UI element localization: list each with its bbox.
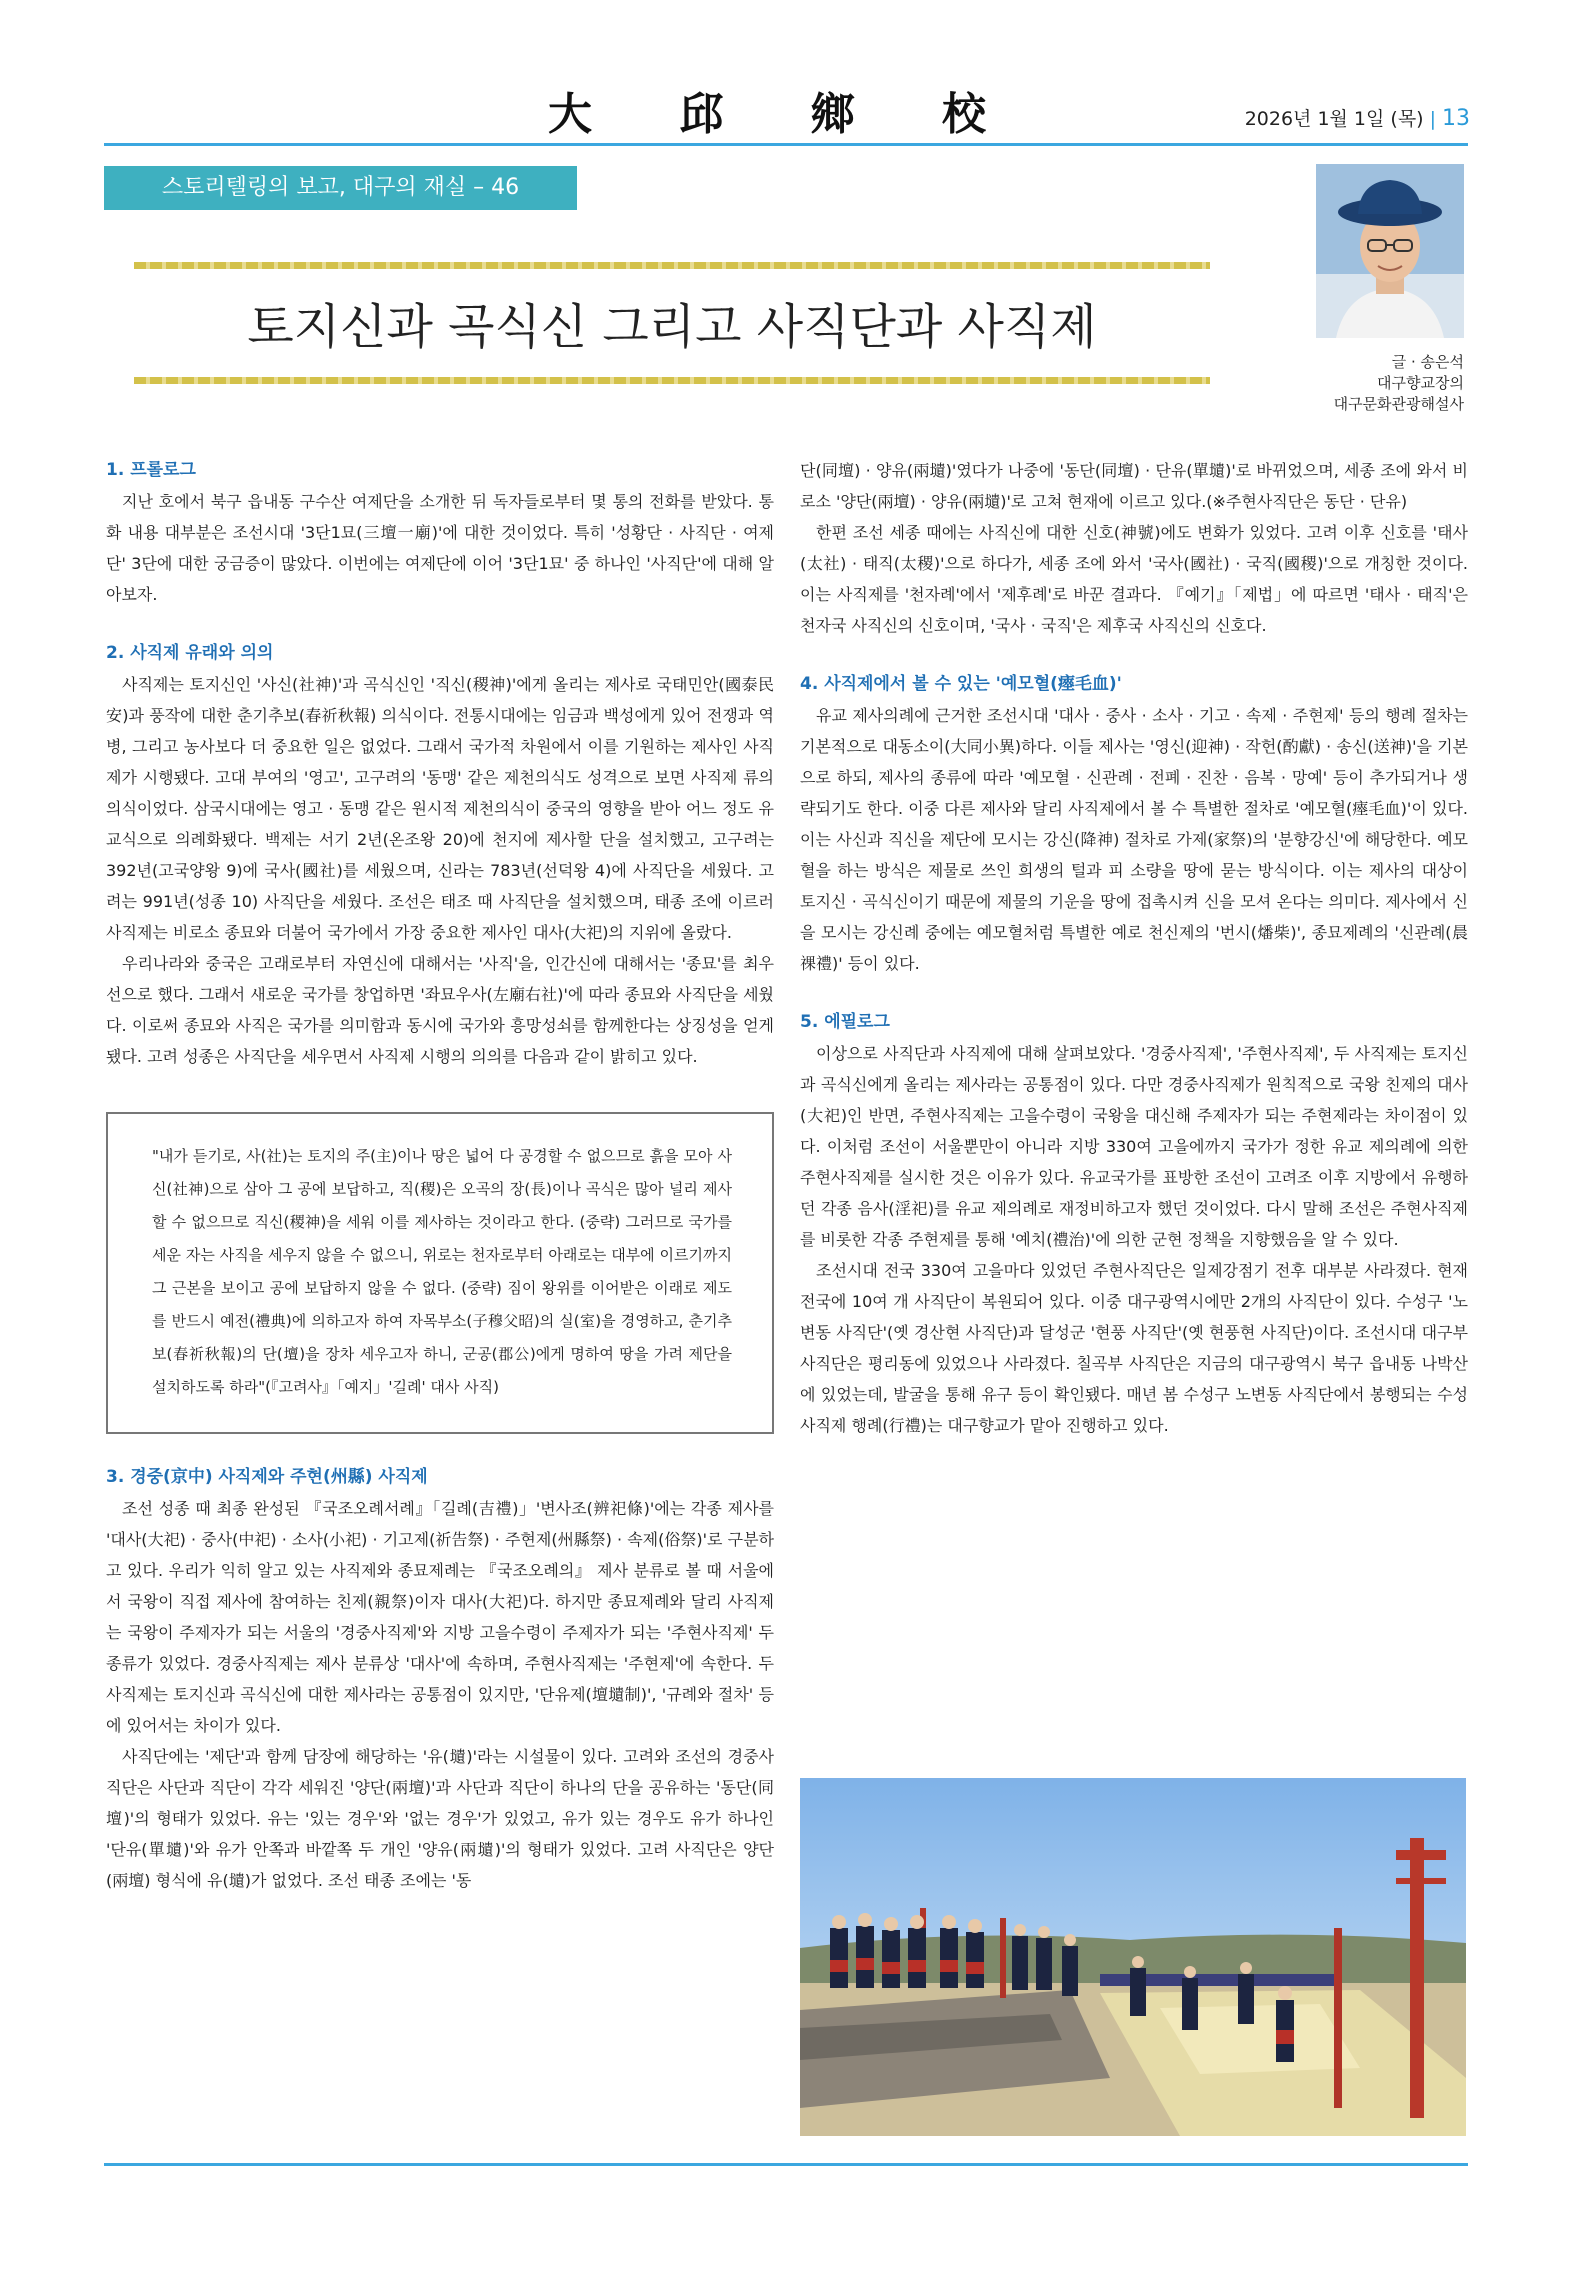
author-portrait-photo — [1316, 164, 1464, 338]
headline-deco-bottom — [134, 377, 1210, 384]
section-heading-1: 1. 프롤로그 — [106, 460, 196, 480]
section-heading-2: 2. 사직제 유래와 의의 — [106, 643, 274, 663]
paragraph: 이상으로 사직단과 사직제에 대해 살펴보았다. '경중사직제', '주현사직제', 두 사직제는 토지신과 곡식신에게 올리는 제사라는 공통점이 있다. 다만 경중사직제가 원칙적으로 국왕 친제의 대사(大祀)인 반면, 주현사직제는 고을수령이 국왕을 대신해 주제자가 되는 주현제라는 차이점이 있다. 이처럼 조선이 서울뿐만이 아니라 지방 330여 고을에까지 국가가 정한 유교 제의례에 의한 주현사직제를 실시한 것은 이유가 있다. 유교국가를 표방한 조선이 고려조 이후 지방에서 유행하던 각종 음사(淫祀)를 유교 제의례로 재정비하고자 했던 것이었다. 다시 말해 조선은 주현사직제를 비롯한 각종 주현제를 통해 '예치(禮治)'에 의한 군현 정책을 지향했음을 알 수 있다. — [800, 1044, 1468, 1249]
paragraph-continued: 단(同壇) · 양유(兩壝)'였다가 나중에 '동단(同壇) · 단유(單壝)'로 바뀌었으며, 세종 조에 와서 비로소 '양단(兩壇) · 양유(兩壝)'로 고쳐 현재에 이르고 있다.(※주현사직단은 동단 · 단유) — [800, 461, 1468, 511]
series-banner: 스토리텔링의 보고, 대구의 재실 – 46 — [104, 166, 577, 210]
byline — [1334, 352, 1464, 415]
section-heading-3: 3. 경중(京中) 사직제와 주현(州縣) 사직제 — [106, 1467, 428, 1487]
paragraph: 사직단에는 '제단'과 함께 담장에 해당하는 '유(壝)'라는 시설물이 있다. 고려와 조선의 경중사직단은 사단과 직단이 각각 세워진 '양단(兩壇)'과 사단과 직단이 하나의 단을 공유하는 '동단(同壇)'의 형태가 있었다. 유는 '있는 경우'와 '없는 경우'가 있었고, 유가 있는 경우도 유가 하나인 '단유(單壝)'와 유가 안쪽과 바깥쪽 두 개인 '양유(兩壝)'의 형태가 있었다. 고려 사직단은 양단(兩壇) 형식에 유(壝)가 없었다. 조선 태종 조에는 '동 — [106, 1747, 774, 1890]
section-heading-4: 4. 사직제에서 볼 수 있는 '예모혈(瘞毛血)' — [800, 674, 1122, 694]
top-rule — [104, 143, 1468, 146]
masthead-title: 大 邱 鄉 校 — [548, 89, 1022, 140]
left-column — [106, 455, 774, 1896]
right-column — [800, 455, 1468, 1441]
paragraph: 사직제는 토지신인 '사신(社神)'과 곡식신인 '직신(稷神)'에게 올리는 제사로 국태민안(國泰民安)과 풍작에 대한 춘기추보(春祈秋報) 의식이다. 전통시대에는 임금과 백성에게 있어 전쟁과 역병, 그리고 농사보다 더 중요한 일은 없었다. 그래서 국가적 차원에서 이를 기원하는 제사인 사직제가 시행됐다. 고대 부여의 '영고', 고구려의 '동맹' 같은 제천의식도 성격으로 보면 사직제 류의 의식이었다. 삼국시대에는 영고 · 동맹 같은 원시적 제천의식이 중국의 영향을 받아 어느 정도 유교식으로 의례화됐다. 백제는 서기 2년(온조왕 20)에 천지에 제사할 단을 설치했고, 고구려는 392년(고국양왕 9)에 국사(國社)를 세웠으며, 신라는 783년(선덕왕 4)에 사직단을 세웠다. 고려는 991년(성종 10) 사직단을 세웠다. 조선은 태조 때 사직단을 설치했으며, 태종 조에 이르러 사직제는 비로소 종묘와 더불어 국가에서 가장 중요한 제사인 대사(大祀)의 지위에 올랐다. — [106, 675, 774, 942]
byline-role-2: 대구문화관광해설사 — [1333, 395, 1464, 413]
separator: | — [1429, 108, 1436, 130]
paragraph: 유교 제사의례에 근거한 조선시대 '대사 · 중사 · 소사 · 기고 · 속제 · 주현제' 등의 행례 절차는 기본적으로 대동소이(大同小異)하다. 이들 제사는 '영신(迎神) · 작헌(酌獻) · 송신(送神)'을 기본으로 하되, 제사의 종류에 따라 '예모혈 · 신관례 · 전폐 · 진찬 · 음복 · 망예' 등이 추가되거나 생략되기도 한다. 이중 다른 제사와 달리 사직제에서 볼 수 특별한 절차로 '예모혈(瘞毛血)'이 있다. 이는 사신과 직신을 제단에 모시는 강신(降神) 절차로 가제(家祭)의 '분향강신'에 해당한다. 예모혈을 하는 방식은 제물로 쓰인 희생의 털과 피 소량을 땅에 묻는 방식이다. 이는 제사의 대상이 토지신 · 곡식신이기 때문에 제물의 기운을 땅에 접촉시켜 신을 모셔 온다는 의미다. 제사에서 신을 모시는 강신례 중에는 예모혈처럼 특별한 예로 천신제의 '번시(燔柴)', 종묘제례의 '신관례(晨祼禮)' 등이 있다. — [800, 706, 1468, 973]
byline-role-1: 대구향교장의 — [1377, 374, 1464, 392]
quote-box — [106, 1112, 774, 1434]
page-number: 13 — [1442, 106, 1470, 131]
headline-deco-top — [134, 262, 1210, 269]
sajikje-ceremony-photo — [800, 1778, 1466, 2136]
quote-text: "내가 듣기로, 사(社)는 토지의 주(主)이나 땅은 넓어 다 공경할 수 없으므로 흙을 모아 사신(社神)으로 삼아 그 공에 보답하고, 직(稷)은 오곡의 장(長)이나 곡식은 많아 널리 제사할 수 없으므로 직신(稷神)을 세워 이를 제사하는 것이라고 한다. (중략) 그러므로 국가를 세운 자는 사직을 세우지 않을 수 없으니, 위로는 천자로부터 아래로는 대부에 이르기까지 그 근본을 보이고 공에 보답하지 않을 수 없다. (중략) 짐이 왕위를 이어받은 이래로 제도를 반드시 예전(禮典)에 의하고자 하여 자목부소(子穆父昭)의 실(室)을 경영하고, 춘기추보(春祈秋報)의 단(壇)을 장차 세우고자 하니, 군공(郡公)에게 명하여 땅을 가려 제단을 설치하도록 하라"(『고려사』「예지」'길례' 대사 사직) — [152, 1147, 732, 1396]
paragraph: 조선시대 전국 330여 고을마다 있었던 주현사직단은 일제강점기 전후 대부분 사라졌다. 현재 전국에 10여 개 사직단이 복원되어 있다. 이중 대구광역시에만 2개의 사직단이 있다. 수성구 '노변동 사직단'(옛 경산현 사직단)과 달성군 '현풍 사직단'(옛 현풍현 사직단)이다. 조선시대 대구부 사직단은 평리동에 있었으나 사라졌다. 칠곡부 사직단은 지금의 대구광역시 북구 읍내동 나박산에 있었는데, 발굴을 통해 유구 등이 확인됐다. 매년 봄 수성구 노변동 사직단에서 봉행되는 수성사직제 행례(行禮)는 대구향교가 맡아 진행하고 있다. — [800, 1261, 1468, 1435]
paragraph: 조선 성종 때 최종 완성된 『국조오례서례』「길례(吉禮)」'변사조(辨祀條)'에는 각종 제사를 '대사(大祀) · 중사(中祀) · 소사(小祀) · 기고제(祈告祭) · 주현제(州縣祭) · 속제(俗祭)'로 구분하고 있다. 우리가 익히 알고 있는 사직제와 종묘제례는 『국조오례의』 제사 분류로 볼 때 서울에서 국왕이 직접 제사에 참여하는 친제(親祭)이자 대사(大祀)다. 하지만 종묘제례와 달리 사직제는 국왕이 주제자가 되는 서울의 '경중사직제'와 지방 고을수령이 주제자가 되는 '주현사직제' 두 종류가 있었다. 경중사직제는 제사 분류상 '대사'에 속하며, 주현사직제는 '주현제'에 속한다. 두 사직제는 토지신과 곡식신에 대한 제사라는 공통점이 있지만, '단유제(壇壝制)', '규례와 절차' 등에 있어서는 차이가 있다. — [106, 1499, 774, 1735]
date-page-info — [1245, 104, 1470, 131]
bottom-rule — [104, 2163, 1468, 2166]
byline-author: 글 · 송은석 — [1391, 353, 1464, 371]
paragraph: 한편 조선 세종 때에는 사직신에 대한 신호(神號)에도 변화가 있었다. 고려 이후 신호를 '태사(太社) · 태직(太稷)'으로 하다가, 세종 조에 와서 '국사(國社) · 국직(國稷)'으로 개칭한 것이다. 이는 사직제를 '천자례'에서 '제후례'로 바꾼 결과다. 『예기』「제법」에 따르면 '태사 · 태직'은 천자국 사직신의 신호이며, '국사 · 국직'은 제후국 사직신의 신호다. — [800, 523, 1468, 635]
issue-date: 2026년 1월 1일 (목) — [1244, 108, 1424, 130]
paragraph: 우리나라와 중국은 고래로부터 자연신에 대해서는 '사직'을, 인간신에 대해서는 '종묘'를 최우선으로 했다. 그래서 새로운 국가를 창업하면 '좌묘우사(左廟右社)'에 따라 종묘와 사직단을 세웠다. 이로써 종묘와 사직은 국가를 의미함과 동시에 국가와 흥망성쇠를 함께한다는 상징성을 얻게 됐다. 고려 성종은 사직단을 세우면서 사직제 시행의 의의를 다음과 같이 밝히고 있다. — [106, 954, 774, 1066]
section-heading-5: 5. 에필로그 — [800, 1012, 890, 1032]
headline: 토지신과 곡식신 그리고 사직단과 사직제 — [247, 299, 1097, 355]
paragraph: 지난 호에서 북구 읍내동 구수산 여제단을 소개한 뒤 독자들로부터 몇 통의 전화를 받았다. 통화 내용 대부분은 조선시대 '3단1묘(三壇一廟)'에 대한 것이었다. 특히 '성황단 · 사직단 · 여제단' 3단에 대한 궁금증이 많았다. 이번에는 여제단에 이어 '3단1묘' 중 하나인 '사직단'에 대해 알아보자. — [106, 492, 774, 604]
